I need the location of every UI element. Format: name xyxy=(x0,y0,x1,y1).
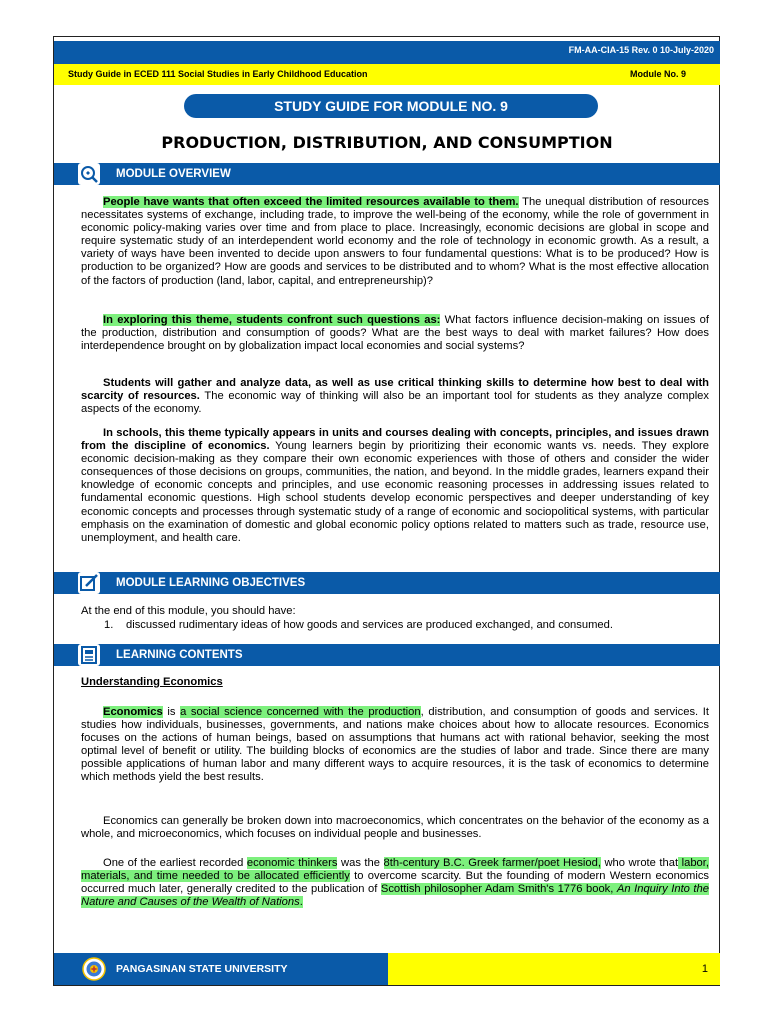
contents-p3-c: who wrote that xyxy=(600,857,679,869)
objective-number: 1. xyxy=(104,619,114,631)
contents-p3-a: One of the earliest recorded xyxy=(103,857,247,869)
objective-text: discussed rudimentary ideas of how goods and services are produced exchanged, and consumed. xyxy=(126,619,613,631)
section-overview-bar xyxy=(54,163,720,185)
section-objectives-label: MODULE LEARNING OBJECTIVES xyxy=(116,577,306,589)
contents-p1-highlight: a social science concerned with the production xyxy=(180,706,421,718)
contents-p1-is: is xyxy=(162,706,181,718)
objectives-intro: At the end of this module, you should have: xyxy=(81,605,296,617)
contents-paragraph-1 xyxy=(81,706,709,785)
contents-p3-scottish: Scottish philosopher Adam Smith's 1776 book, xyxy=(380,883,617,896)
university-name: PANGASINAN STATE UNIVERSITY xyxy=(116,963,288,975)
overview-p1-rest: The unequal distribution of resources necessitates systems of exchange, including trade, to improve the well-being of the economy, while the role of government in economic policy-making varies over time and from place to place. Increasingly, economic decisions are global in scope and require systematic study of an interdependent world economy and the role of technology in economic growth. As a result, a variety of ways have been invented to decide upon answers to four fundamental questions: What is to be produced? How is production to be organized? How are goods and services to be distributed and to whom? What is the most effective allocation of the factors of production (land, labor, capital, and entrepreneurship)? xyxy=(81,196,709,287)
form-code: FM-AA-CIA-15 Rev. 0 10-July-2020 xyxy=(568,45,714,55)
contents-p3-end: . xyxy=(299,896,303,909)
search-icon xyxy=(78,163,100,185)
book-title: An Inquiry Into the Nature and Causes of the Wealth of Nations xyxy=(81,883,709,909)
overview-p4-lead: In schools, this theme typically appears in units and courses dealing with concepts, principles, and issues drawn from the discipline of economics. xyxy=(81,427,709,453)
overview-p3-rest: The economic way of thinking will also be an important tool for students as they analyze complex aspects of the economy. xyxy=(81,390,709,416)
footer-page-bar xyxy=(388,953,720,985)
contents-p1-rest: , distribution, and consumption of goods and services. It studies how individuals, businesses, governments, and nations make choices about how to allocate resources. Economics focuses on the actions of human beings, based on assumptions that humans act with rational behavior, seeking the most optimal level of benefit or utility. The building blocks of economics are the studies of labor and trade. Since there are many possible applications of human labor and many different ways to acquire resources, it is the task of economics to determine which methods yield the best results. xyxy=(81,706,710,784)
subheading-understanding-economics: Understanding Economics xyxy=(81,676,223,688)
overview-p3-lead: Students will gather and analyze data, as well as use critical thinking skills to determine how best to deal with scarcity of resources. xyxy=(81,377,709,403)
section-contents-bar xyxy=(54,644,720,666)
contents-p3-highlight-1: economic thinkers xyxy=(246,857,338,869)
form-code-bar xyxy=(54,41,720,64)
section-objectives-bar xyxy=(54,572,720,594)
overview-p2-rest: What factors influence decision-making on issues of the production, distribution and consumption of goods? What are the best ways to deal with market failures? How does interdependence brought on by globalization impact local economies and social systems? xyxy=(81,314,710,353)
contents-p3-highlight-3: labor, materials, and time needed to be allocated efficiently xyxy=(81,857,709,883)
overview-paragraph-2 xyxy=(81,314,709,353)
edit-icon xyxy=(78,572,100,594)
contents-icon xyxy=(78,644,100,666)
footer-university-bar xyxy=(54,953,388,985)
overview-paragraph-3 xyxy=(81,377,709,416)
contents-p3-b: was the xyxy=(337,857,384,869)
overview-p4-rest: Young learners begin by prioritizing their economic wants vs. needs. They explore economic decision-making as they compare their own economic experiences with those of others and consider the wider consequences of those decisions on groups, communities, the nation, and beyond. In the middle grades, learners expand their knowledge of economic concepts and principles, and use economic reasoning processes in addressing issues related to fundamental economic questions. High school students develop economic perspectives and deeper understanding of key economic concepts and processes through systematic study of a range of economic and sociopolitical systems, with particular emphasis on the examination of domestic and global economic policy options related to matters such as trade, resource use, unemployment, and health care. xyxy=(81,440,709,544)
overview-paragraph-4 xyxy=(81,427,709,545)
contents-paragraph-3 xyxy=(81,857,709,909)
course-title: Study Guide in ECED 111 Social Studies in Early Childhood Education xyxy=(68,69,368,79)
overview-p2-lead: In exploring this theme, students confront such questions as: xyxy=(103,314,441,326)
contents-paragraph-2: Economics can generally be broken down into macroeconomics, which concentrates on the behavior of the economy as a whole, and microeconomics, which focuses on individual people and businesses. xyxy=(81,815,709,841)
university-seal xyxy=(82,957,106,981)
course-bar xyxy=(54,64,720,85)
document-title: PRODUCTION, DISTRIBUTION, AND CONSUMPTION xyxy=(161,133,613,152)
page-number: 1 xyxy=(701,963,708,975)
section-contents-label: LEARNING CONTENTS xyxy=(116,649,243,661)
contents-p3-d: to overcome scarcity. But the founding of modern Western economics occurred much later, generally credited to the publication of xyxy=(81,870,710,896)
overview-paragraph-1 xyxy=(81,196,709,288)
study-guide-banner: STUDY GUIDE FOR MODULE NO. 9 xyxy=(184,94,598,118)
overview-p1-lead: People have wants that often exceed the limited resources available to them. xyxy=(103,196,519,208)
section-overview-label: MODULE OVERVIEW xyxy=(116,168,231,180)
contents-p3-highlight-2: 8th-century B.C. Greek farmer/poet Hesiod, xyxy=(383,857,601,869)
module-number: Module No. 9 xyxy=(630,69,686,79)
objective-item xyxy=(104,619,613,631)
economics-term: Economics xyxy=(103,706,163,718)
